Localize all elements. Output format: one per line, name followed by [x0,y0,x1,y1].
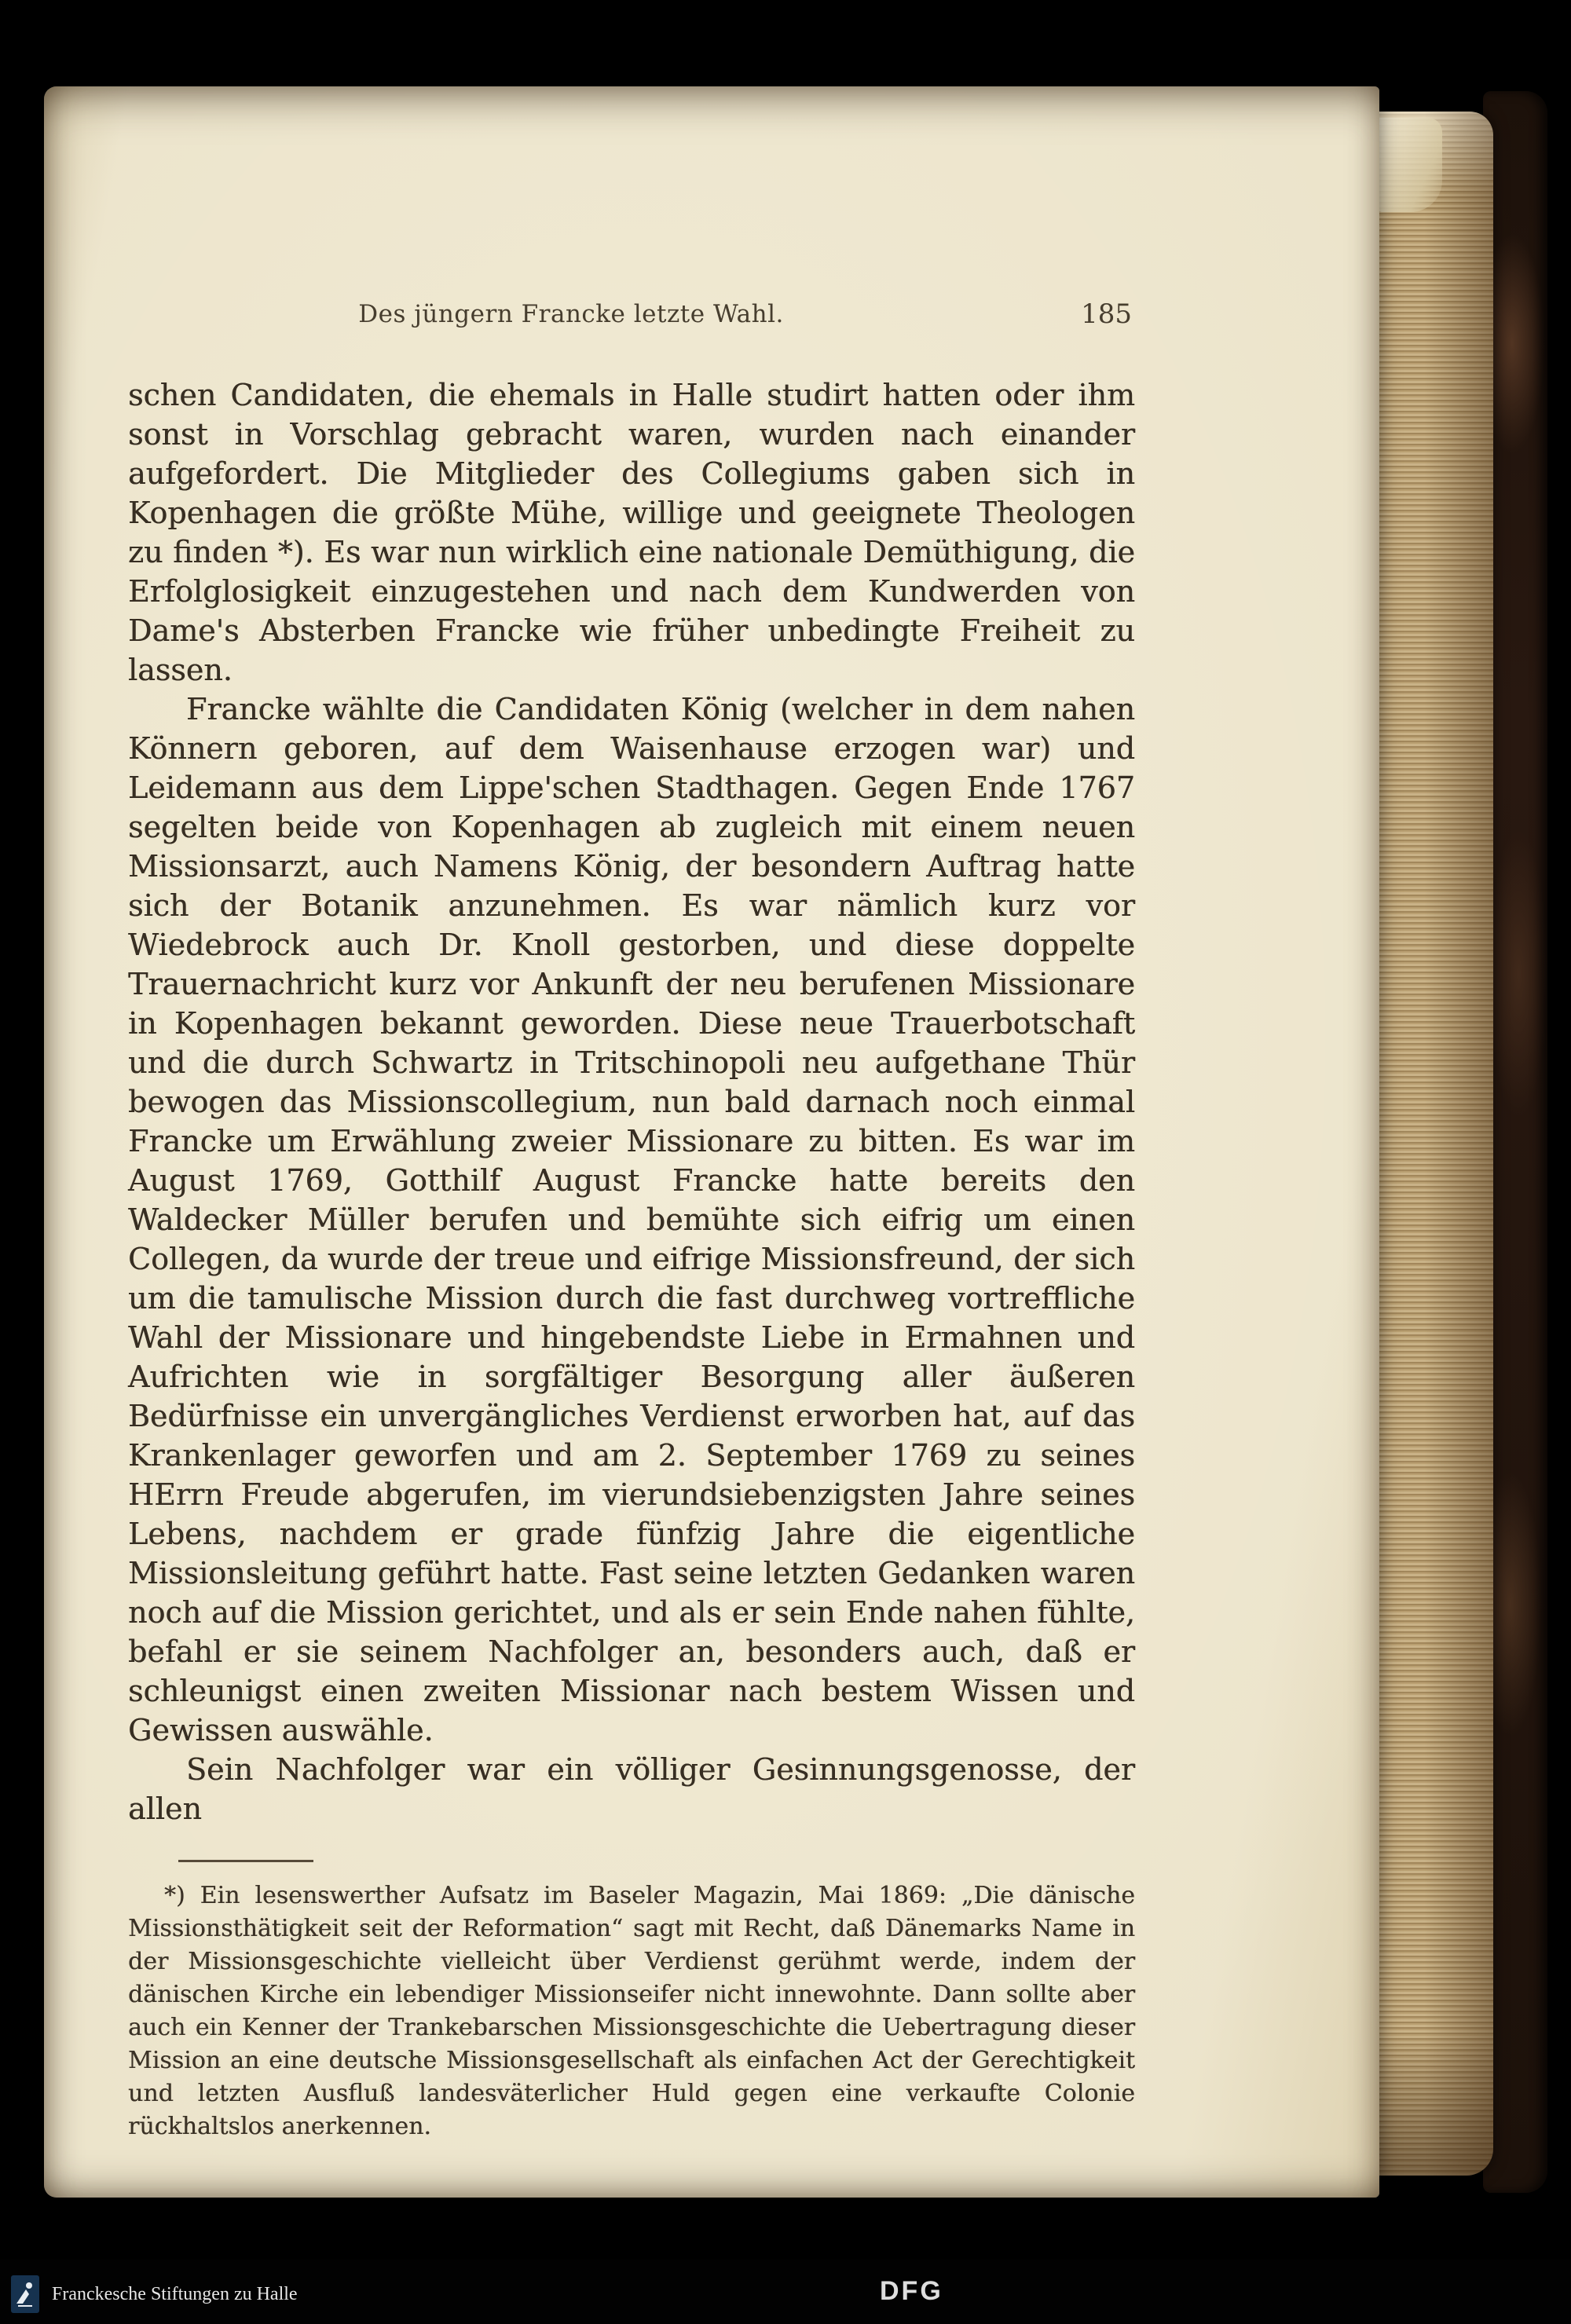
page-header [128,300,1135,341]
paragraph: Francke wählte die Candidaten König (welcher in dem nahen Könnern geboren, auf dem Waisenhause erzogen war) und Leidemann aus dem Lippe'schen Stadthagen. Gegen Ende 1767 segelten beide von Kopenhagen ab zugleich mit einem neuen Missionsarzt, auch Namens König, der besondern Auftrag hatte sich der Botanik anzunehmen. Es war nämlich kurz vor Wiedebrock auch Dr. Knoll gestorben, und diese doppelte Trauernachricht kurz vor Ankunft der neu berufenen Missionare in Kopenhagen bekannt geworden. Diese neue Trauerbotschaft und die durch Schwartz in Tritschinopoli neu aufgethane Thür bewogen das Missionscollegium, nun bald darnach noch einmal Francke um Erwählung zweier Missionare zu bitten. Es war im August 1769, Gotthilf August Francke hatte bereits den Waldecker Müller berufen und bemühte sich eifrig um einen Collegen, da wurde der treue und eifrige Missionsfreund, der sich um die tamulische Mission durch die fast durchweg vortreffliche Wahl der Missionare und hingebendste Liebe in Ermahnen und Aufrichten wie in sorgfältiger Besorgung aller äußeren Bedürfnisse ein unvergängliches Verdienst erworben hat, auf das Krankenlager geworfen und am 2. September 1769 zu seines HErrn Freude abgerufen, im vierundsiebenzigsten Jahre seines Lebens, nachdem er grade fünfzig Jahre die eigentliche Missionsleitung geführt hatte. Fast seine letzten Gedanken waren noch auf die Mission gerichtet, und als er sein Ende nahen fühlte, befahl er sie seinem Nachfolger an, besonders auch, daß er schleunigst einen zweiten Missionar nach bestem Wissen und Gewissen auswähle. [128,692,1135,1748]
page-number: 185 [1081,298,1132,330]
francke-foundation-logo-icon [11,2275,39,2313]
page-edge-highlight [1376,118,1442,212]
paragraph-continuation: schen Candidaten, die ehemals in Halle studirt hatten oder ihm sonst in Vorschlag gebracht waren, wurden nach einander aufgefordert. Die Mitglieder des Collegiums gaben sich in Kopenhagen die größte Mühe, willige und geeignete Theologen zu finden *). Es war nun wirklich eine nationale Demüthigung, die Erfolglosigkeit einzugestehen und nach dem Kundwerden von Dame's Absterben Francke wie früher unbedingte Freiheit zu lassen. [128,378,1135,687]
paragraph: Sein Nachfolger war ein völliger Gesinnungsgenosse, der allen [128,1752,1135,1826]
page-content [128,86,1135,2143]
dfg-logo: DFG [880,2276,943,2306]
book-page [44,86,1379,2198]
footnote-rule [178,1860,313,1862]
footnote: *) Ein lesenswerther Aufsatz im Baseler Magazin, Mai 1869: „Die dänische Missionsthätigkeit seit der Reformation“ sagt mit Recht, daß Dänemarks Name in der Missionsgeschichte vielleicht über Verdienst gerühmt werde, indem der dänischen Kirche ein lebendiger Missionseifer nicht innewohnte. Dann sollte aber auch ein Kenner der Trankebarschen Missionsgeschichte die Uebertragung dieser Mission an eine deutsche Missionsgesellschaft als einfachen Act der Gerechtigkeit und letzten Ausfluß landesväterlicher Huld gegen eine verkaufte Colonie rückhaltslos anerkennen. [128,1882,1135,2140]
viewer-footer [0,2260,1571,2324]
footer-institution [11,2275,298,2313]
running-title: Des jüngern Francke letzte Wahl. [358,300,784,328]
institution-label: Franckesche Stiftungen zu Halle [52,2283,298,2304]
